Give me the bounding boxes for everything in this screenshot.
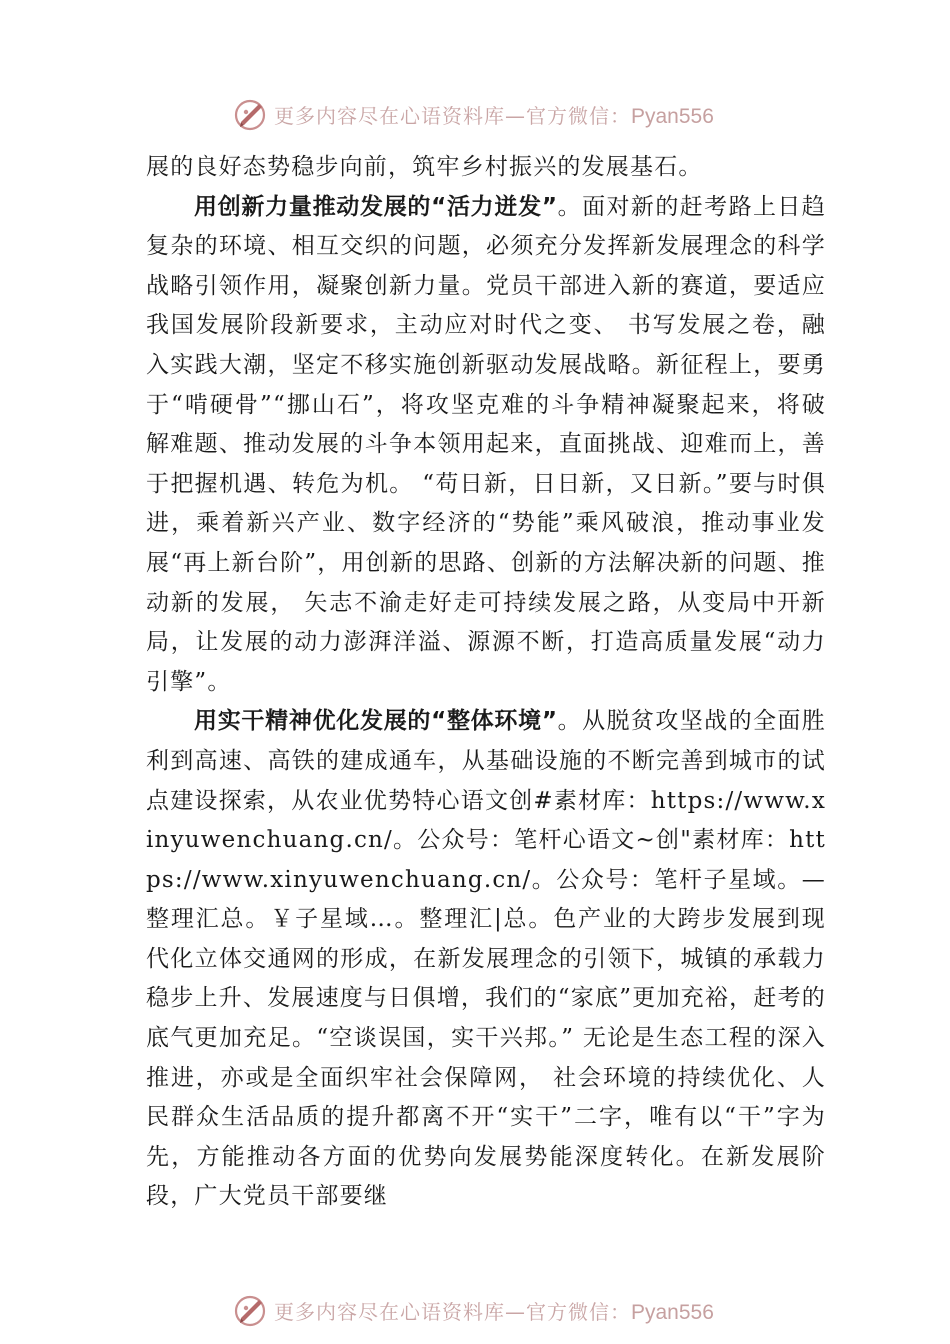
paragraph-body: 。从脱贫攻坚战的全面胜利到高速、高铁的建成通车，从基础设施的不断完善到城市的试点建设探索，从农业优势特心语文创#素材库：https://www.xinyuwenchuang.cn/。公众号：笔杆心语文~创"素材库：https://www.xinyuwenchuang.cn/。公众号：笔杆子星域。—整理汇总。￥子星域…。整理汇|总。色产业的大跨步发展到现代化立体交通网的形成，在新发展理念的引领下，城镇的承载力稳步上升、发展速度与日俱增，我们的“家底”更加充裕，赶考的底气更加充足。“空谈误国，实干兴邦。” 无论是生态工程的深入推进，亦或是全面织牢社会保障网， 社会环境的持续优化、人民群众生活品质的提升都离不开“实干”二字，唯有以“干”字为先，方能推动各方面的优势向发展势能深度转化。在新发展阶段，广大党员干部要继: [146, 708, 827, 1210]
quill-pen-seal-icon: [232, 1292, 268, 1328]
watermark-text: 更多内容尽在心语资料库—官方微信：Pyan556: [274, 1299, 714, 1324]
paragraph-innovation: [146, 188, 826, 703]
document-body: [146, 148, 826, 1217]
paragraph-heading: 用实干精神优化发展的“整体环境”: [194, 708, 558, 735]
header-watermark: [232, 96, 714, 132]
paragraph-hard-work: [146, 702, 826, 1217]
paragraph-body: 。面对新的赶考路上日趋复杂的环境、相互交织的问题，必须充分发挥新发展理念的科学战略引领作用，凝聚创新力量。党员干部进入新的赛道，要适应我国发展阶段新要求，主动应对时代之变、 书写发展之卷，融入实践大潮，坚定不移实施创新驱动发展战略。新征程上，要勇于“啃硬骨”“挪山石”，将攻坚克难的斗争精神凝聚起来，将破解难题、推动发展的斗争本领用起来，直面挑战、迎难而上，善于把握机遇、转危为机。 “苟日新，日日新，又日新。”要与时俱进，乘着新兴产业、数字经济的“势能”乘风破浪，推动事业发展“再上新台阶”，用创新的思路、创新的方法解决新的问题、推动新的发展， 矢志不渝走好走可持续发展之路，从变局中开新局，让发展的动力澎湃洋溢、源源不断，打造高质量发展“动力引擎”。: [146, 193, 827, 695]
quill-pen-seal-icon: [232, 96, 268, 132]
paragraph-continuation: [146, 148, 826, 188]
footer-watermark: [232, 1292, 714, 1328]
watermark-text: 更多内容尽在心语资料库—官方微信：Pyan556: [274, 103, 714, 128]
paragraph-heading: 用创新力量推动发展的“活力迸发”: [194, 193, 558, 220]
paragraph-body: 展的良好态势稳步向前，筑牢乡村振兴的发展基石。: [146, 154, 703, 180]
